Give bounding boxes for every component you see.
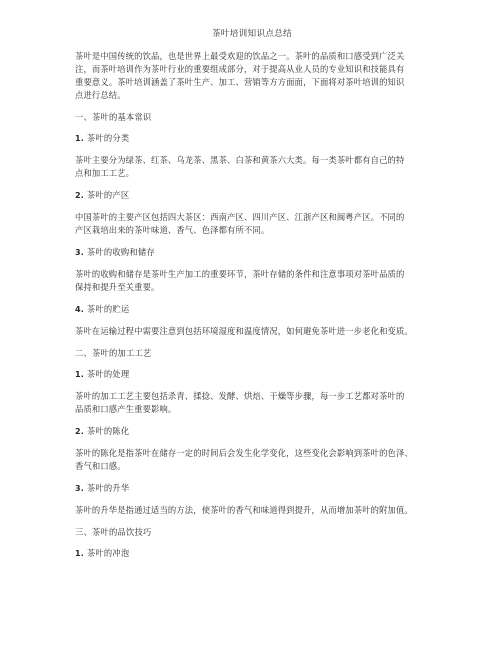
text-line: 茶叶的加工工艺主要包括杀青、揉捻、发酵、烘焙、干燥等步骤，每一步工艺都对茶叶的 [75, 391, 405, 401]
document-title: 茶叶培训知识点总结 [211, 29, 293, 39]
text-line: 产区栽培出来的茶叶味道、香气、色泽都有所不同。 [75, 225, 270, 235]
subsection-heading [75, 303, 429, 316]
subsection-number: 1. [75, 549, 85, 558]
subsection-number: 4. [75, 305, 85, 314]
section-heading: 三、茶叶的品饮技巧 [75, 527, 152, 537]
body-paragraph [75, 325, 429, 338]
text-line: 香气和口感。 [75, 461, 126, 471]
subsection-heading [75, 189, 429, 202]
body-paragraph [75, 268, 429, 294]
document-page [75, 28, 429, 569]
subsection-title: 茶叶的产区 [86, 190, 130, 200]
text-line: 茶叶主要分为绿茶、红茶、乌龙茶、黑茶、白茶和黄茶六大类。每一类茶叶都有自己的特 [75, 155, 405, 165]
subsection-number: 1. [75, 134, 85, 143]
text-line: 茶叶在运输过程中需要注意到包括环境湿度和温度情况，如何避免茶叶进一步老化和变质。 [75, 326, 413, 336]
text-line: 茶叶的陈化是指茶叶在储存一定的时间后会发生化学变化，这些变化会影响到茶叶的色泽、 [75, 448, 413, 458]
text-line: 中国茶叶的主要产区包括四大茶区：西南产区、四川产区、江浙产区和闽粤产区。不同的 [75, 212, 405, 222]
text-line: 点和加工工艺。 [75, 168, 135, 178]
body-paragraph [75, 390, 429, 416]
body-paragraph [75, 504, 429, 517]
subsection-title: 茶叶的贮运 [86, 304, 130, 314]
body-paragraph [75, 154, 429, 180]
section-heading: 一、茶叶的基本常识 [75, 112, 152, 122]
subsection-number: 1. [75, 370, 85, 379]
subsection-heading [75, 547, 429, 560]
text-line: 茶叶是中国传统的饮品，也是世界上最受欢迎的饮品之一。茶叶的品质和口感受到广泛关 [75, 51, 405, 61]
subsection-title: 茶叶的处理 [86, 369, 130, 379]
body-paragraph [75, 211, 429, 237]
text-line: 保持和提升至关重要。 [75, 282, 160, 292]
text-line: 点进行总结。 [75, 90, 126, 100]
text-line: 重要意义。茶叶培训涵盖了茶叶生产、加工、营销等方方面面，下面将对茶叶培训的知识 [75, 77, 405, 87]
subsection-heading [75, 368, 429, 381]
intro-paragraph [75, 50, 429, 102]
subsection-heading [75, 425, 429, 438]
subsection-number: 2. [75, 191, 85, 200]
subsection-title: 茶叶的冲泡 [86, 548, 130, 558]
subsection-number: 2. [75, 427, 85, 436]
subsection-title: 茶叶的分类 [86, 133, 130, 143]
text-line: 品质和口感产生重要影响。 [75, 404, 177, 414]
subsection-title: 茶叶的陈化 [86, 426, 130, 436]
text-line: 茶叶的升华是指通过适当的方法，使茶叶的香气和味道得到提升，从而增加茶叶的附加值。 [75, 505, 413, 515]
section-heading: 二、茶叶的加工工艺 [75, 348, 152, 358]
subsection-heading [75, 482, 429, 495]
subsection-heading [75, 246, 429, 259]
subsection-number: 3. [75, 484, 85, 493]
text-line: 注，而茶叶培训作为茶叶行业的重要组成部分，对于提高从业人员的专业知识和技能具有 [75, 64, 405, 74]
subsection-heading [75, 132, 429, 145]
text-line: 茶叶的收购和储存是茶叶生产加工的重要环节，茶叶存储的条件和注意事项对茶叶品质的 [75, 269, 405, 279]
subsection-title: 茶叶的收购和储存 [86, 247, 155, 257]
subsection-title: 茶叶的升华 [86, 483, 130, 493]
body-paragraph [75, 447, 429, 473]
subsection-number: 3. [75, 248, 85, 257]
